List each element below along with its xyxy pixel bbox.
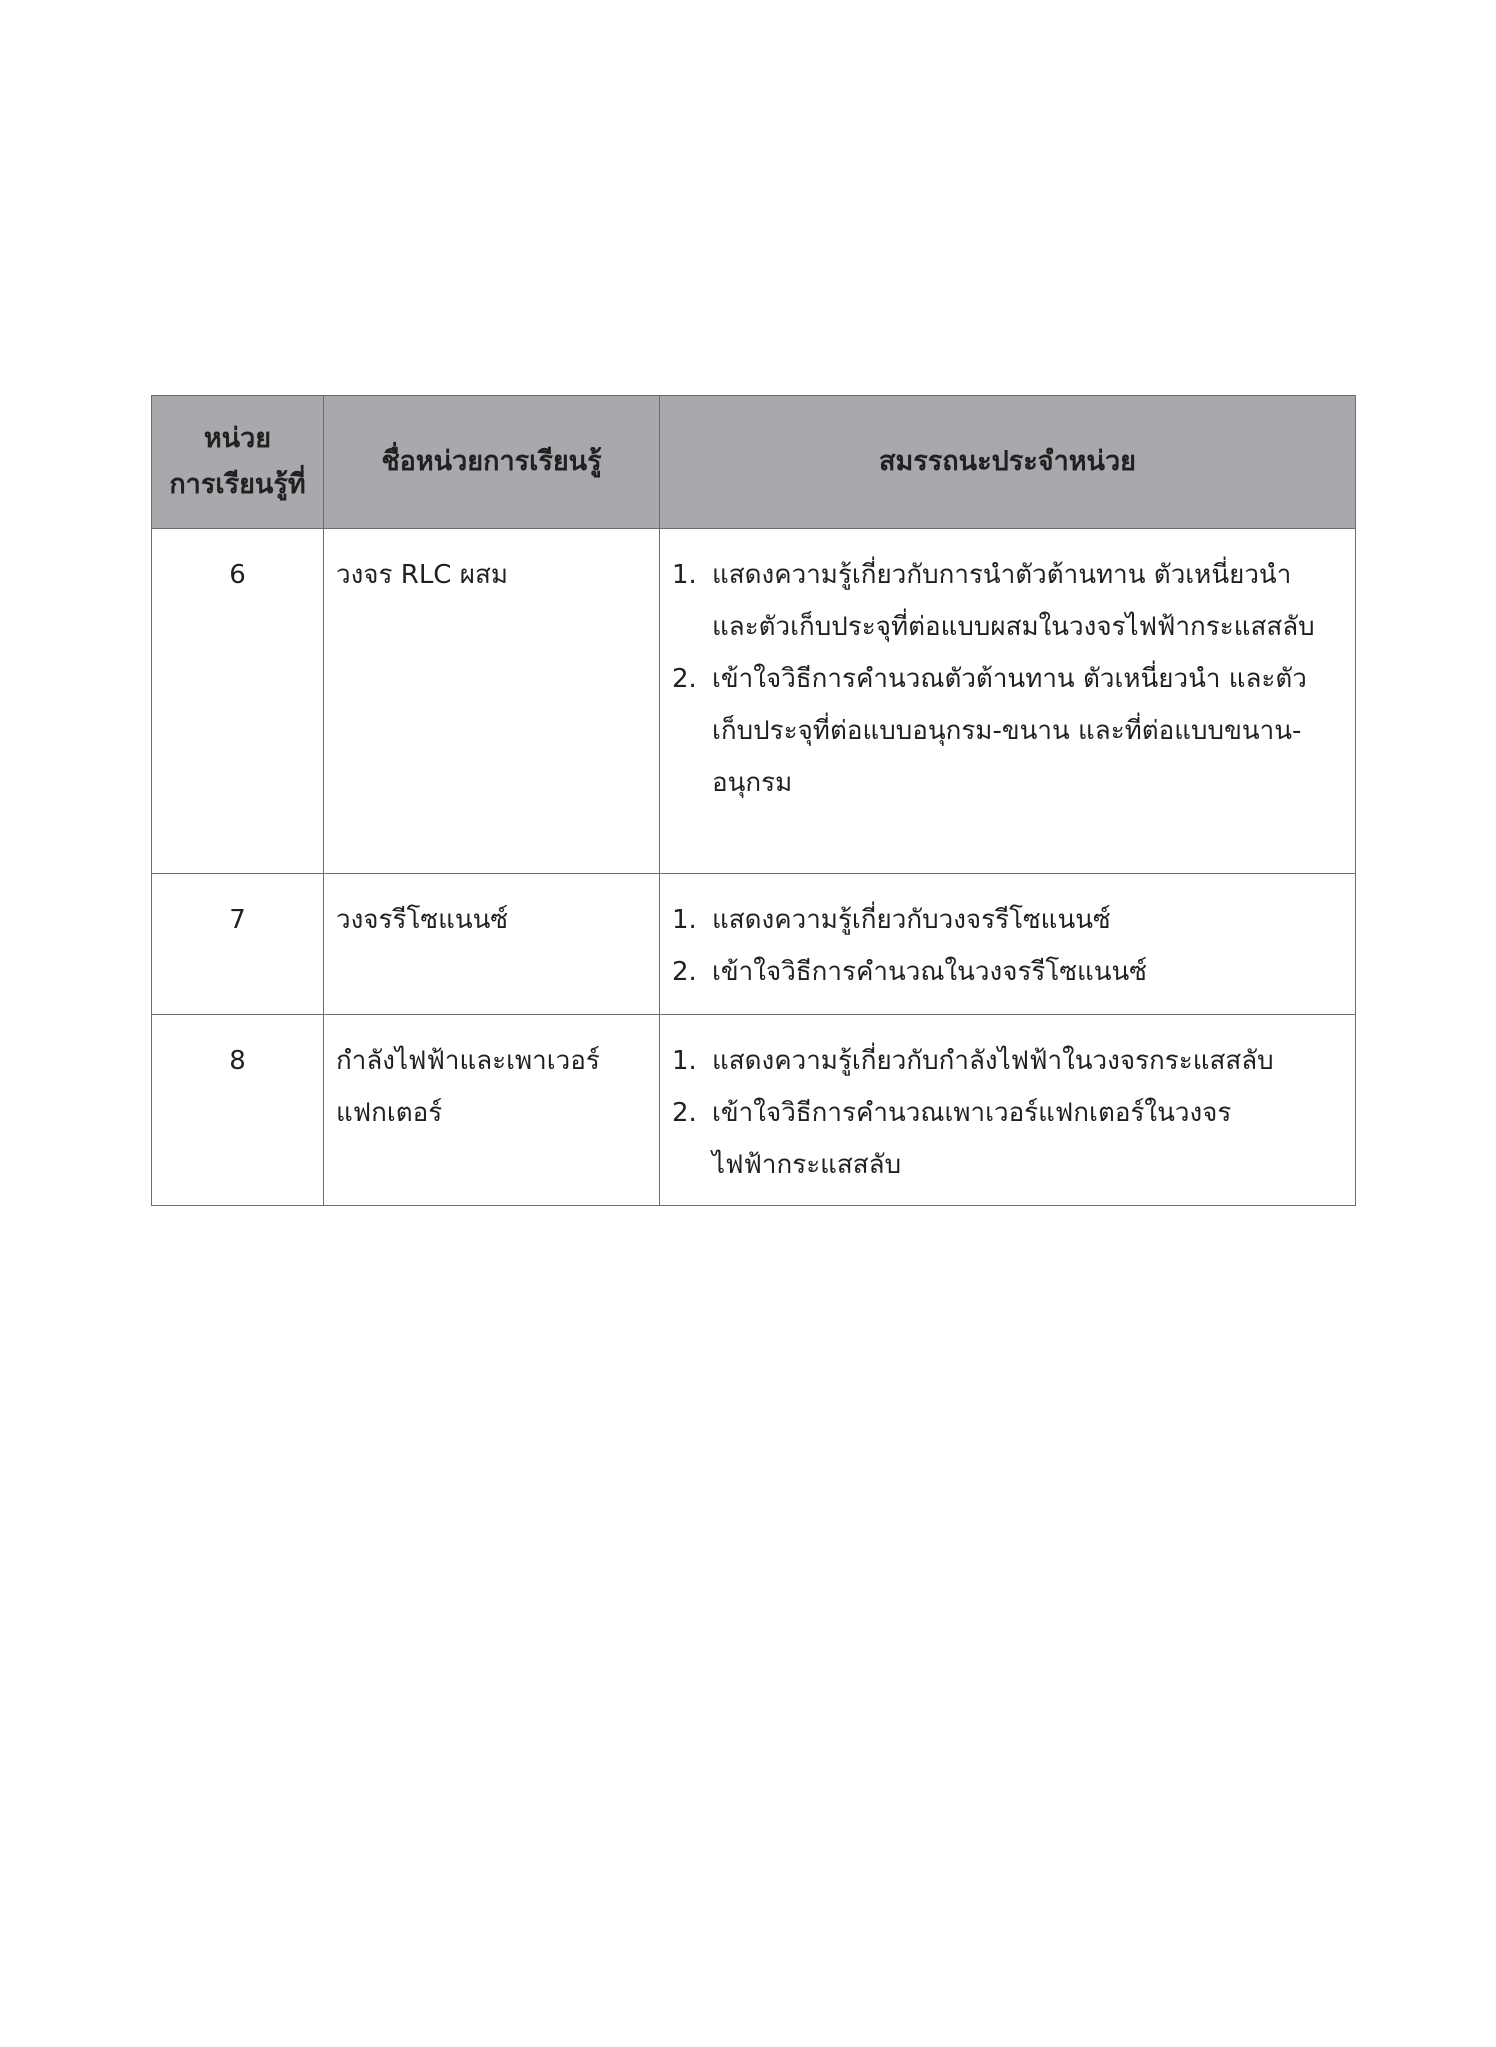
table-row — [152, 874, 1356, 1015]
header-unit-number — [152, 396, 324, 529]
competency-item — [672, 946, 1343, 998]
unit-number-cell: 6 — [152, 529, 324, 874]
unit-name-cell: กำลังไฟฟ้าและเพาเวอร์แฟกเตอร์ — [324, 1015, 660, 1206]
competency-item — [672, 653, 1343, 809]
learning-units-table — [151, 395, 1356, 1206]
competency-cell — [660, 874, 1356, 1015]
table-row — [152, 1015, 1356, 1206]
competency-index: 1. — [672, 560, 697, 590]
unit-number-cell: 7 — [152, 874, 324, 1015]
competency-cell — [660, 529, 1356, 874]
competency-text: เข้าใจวิธีการคำนวณตัวต้านทาน ตัวเหนี่ยวนำ และตัวเก็บประจุที่ต่อแบบอนุกรม-ขนาน และที่ต่อแบบขนาน-อนุกรม — [712, 664, 1307, 798]
competency-index: 1. — [672, 905, 697, 935]
unit-number-cell: 8 — [152, 1015, 324, 1206]
competency-item — [672, 894, 1343, 946]
competency-text: เข้าใจวิธีการคำนวณเพาเวอร์แฟกเตอร์ในวงจรไฟฟ้ากระแสสลับ — [712, 1098, 1232, 1180]
competency-text: แสดงความรู้เกี่ยวกับการนำตัวต้านทาน ตัวเหนี่ยวนำ และตัวเก็บประจุที่ต่อแบบผสมในวงจรไฟฟ้ากระแสสลับ — [712, 560, 1315, 642]
header-unit-number-line2: การเรียนรู้ที่ — [169, 469, 306, 500]
competency-index: 2. — [672, 1098, 697, 1128]
table-row — [152, 529, 1356, 874]
competency-index: 2. — [672, 664, 697, 694]
competency-item — [672, 1087, 1343, 1191]
competency-cell — [660, 1015, 1356, 1206]
header-competency: สมรรถนะประจำหน่วย — [660, 396, 1356, 529]
competency-text: แสดงความรู้เกี่ยวกับกำลังไฟฟ้าในวงจรกระแสสลับ — [712, 1046, 1274, 1076]
competency-index: 2. — [672, 957, 697, 987]
competency-text: เข้าใจวิธีการคำนวณในวงจรรีโซแนนซ์ — [712, 957, 1147, 987]
competency-list — [672, 894, 1343, 998]
competency-list — [672, 1035, 1343, 1191]
header-unit-name: ชื่อหน่วยการเรียนรู้ — [324, 396, 660, 529]
table-header-row — [152, 396, 1356, 529]
unit-name-cell: วงจร RLC ผสม — [324, 529, 660, 874]
header-unit-number-line1: หน่วย — [203, 423, 272, 454]
competency-item — [672, 549, 1343, 653]
competency-text: แสดงความรู้เกี่ยวกับวงจรรีโซแนนซ์ — [712, 905, 1111, 935]
unit-name-cell: วงจรรีโซแนนซ์ — [324, 874, 660, 1015]
competency-index: 1. — [672, 1046, 697, 1076]
competency-item — [672, 1035, 1343, 1087]
competency-list — [672, 549, 1343, 809]
